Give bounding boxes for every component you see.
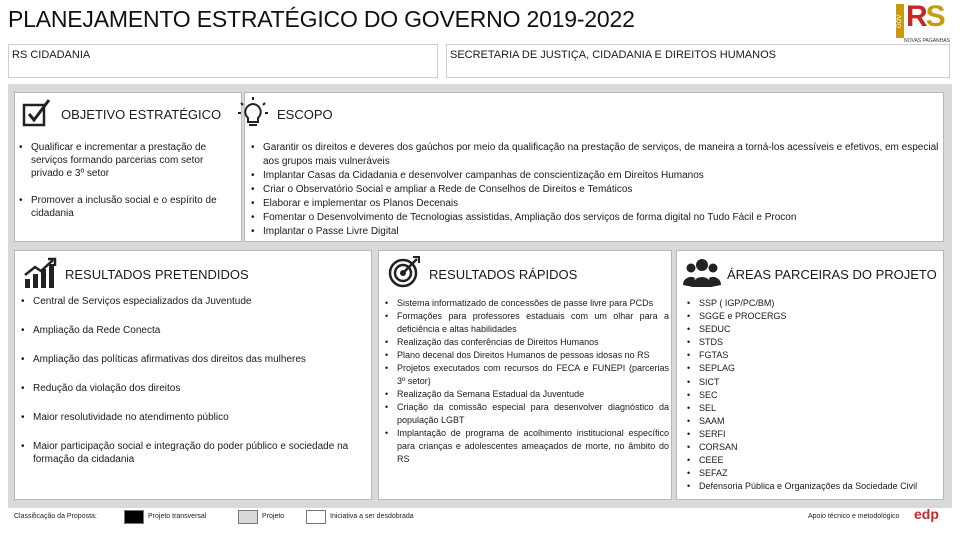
list-item: • SGGE e PROCERGS (687, 310, 942, 323)
program-bar (8, 44, 438, 78)
objective-list (19, 141, 234, 234)
list-item: • CORSAN (687, 441, 942, 454)
list-item: • Implantação de programa de acolhimento institucional específico para crianças e adolescentes ameaçados de morte, no âmbito do RS (385, 427, 669, 466)
support-label: Apoio técnico e metodológico (808, 513, 900, 520)
list-item: • Ampliação da Rede Conecta (21, 324, 367, 337)
list-item: • Elaborar e implementar os Planos Decenais (251, 197, 939, 211)
scope-header: ESCOPO (277, 107, 333, 122)
list-item: • Defensoria Pública e Organizações da Sociedade Civil (687, 480, 942, 493)
list-item: • Promover a inclusão social e o espírito de cidadania (19, 194, 234, 220)
page-title: PLANEJAMENTO ESTRATÉGICO DO GOVERNO 2019-2022 (8, 6, 635, 32)
logo-rs-text: RS (906, 0, 944, 33)
scope-box (244, 92, 944, 242)
list-item: • Formações para professores estaduais com um olhar para a deficiência e altas habilidades (385, 310, 669, 336)
list-item: • SEC (687, 389, 942, 402)
quick-results-list (385, 297, 669, 466)
list-item: • SEFAZ (687, 467, 942, 480)
legend-swatch-projeto (238, 510, 258, 524)
program-name: RS CIDADANIA (12, 49, 91, 61)
edp-logo (914, 506, 939, 522)
legend-label: Classificação da Proposta: (14, 513, 97, 520)
intended-results-list (21, 295, 367, 482)
list-item: • Qualificar e incrementar a prestação de serviços formando parcerias com setor privado e 3º setor (19, 141, 234, 180)
list-item: • Maior resolutividade no atendimento público (21, 411, 367, 424)
legend-transversal-label: Projeto transversal (148, 513, 207, 520)
list-item: • SEDUC (687, 323, 942, 336)
legend-iniciativa-label: Iniciativa a ser desdobrada (330, 513, 414, 520)
list-item: • Criar o Observatório Social e ampliar a Rede de Conselhos de Direitos e Temáticos (251, 183, 939, 197)
scope-list (251, 141, 939, 239)
quick-results-header: RESULTADOS RÁPIDOS (429, 267, 578, 282)
logo-gov-label: GOV (896, 4, 904, 38)
partner-areas-list (687, 297, 942, 493)
list-item: • SERFI (687, 428, 942, 441)
list-item: • SEPLAG (687, 362, 942, 375)
lightbulb-icon (235, 95, 271, 131)
list-item: • Plano decenal dos Direitos Humanos de pessoas idosas no RS (385, 349, 669, 362)
list-item: • FGTAS (687, 349, 942, 362)
legend-swatch-iniciativa (306, 510, 326, 524)
people-group-icon (683, 257, 721, 289)
list-item: • SAAM (687, 415, 942, 428)
list-item: • Criação da comissão especial para desenvolver diagnóstico da população LGBT (385, 401, 669, 427)
list-item: • Implantar o Passe Livre Digital (251, 225, 939, 239)
objective-header: OBJETIVO ESTRATÉGICO (61, 107, 222, 122)
target-icon (387, 255, 421, 289)
list-item: • CEEE (687, 454, 942, 467)
list-item: • Fomentar o Desenvolvimento de Tecnologias assistidas, Ampliação dos serviços de forma digital no Tudo Fácil e Procon (251, 211, 939, 225)
legend-swatch-transversal (124, 510, 144, 524)
edp-logo-text: edp (914, 506, 939, 522)
legend-projeto-label: Projeto (262, 513, 285, 520)
list-item: • Sistema informatizado de concessões de passe livre para PCDs (385, 297, 669, 310)
list-item: • Redução da violação dos direitos (21, 382, 367, 395)
list-item: • Realização das conferências de Direitos Humanos (385, 336, 669, 349)
list-item: • Central de Serviços especializados da Juventude (21, 295, 367, 308)
rs-government-logo (896, 2, 954, 46)
list-item: • Garantir os direitos e deveres dos gaúchos por meio da qualificação na prestação de serviços, de maneira a torná-los acessíveis e efetivos, em especial aos grupos mais vulneráveis (251, 141, 939, 169)
classification-legend (14, 510, 944, 526)
list-item: • SEL (687, 402, 942, 415)
list-item: • SICT (687, 376, 942, 389)
intended-results-header: RESULTADOS PRETENDIDOS (65, 267, 249, 282)
list-item: • SSP ( IGP/PC/BM) (687, 297, 942, 310)
intended-results-box (14, 250, 372, 500)
partner-areas-box (676, 250, 944, 500)
list-item: • Maior participação social e integração do poder público e sociedade na formação da cidadania (21, 440, 367, 466)
secretariat-name: SECRETARIA DE JUSTIÇA, CIDADANIA E DIREITOS HUMANOS (450, 49, 776, 61)
list-item: • Projetos executados com recursos do FECA e FUNEPI (parcerias 3º setor) (385, 362, 669, 388)
list-item: • STDS (687, 336, 942, 349)
secretariat-bar (446, 44, 950, 78)
quick-results-box (378, 250, 672, 500)
list-item: • Implantar Casas da Cidadania e desenvolver campanhas de conscientização em Direitos Humanos (251, 169, 939, 183)
partner-areas-header: ÁREAS PARCEIRAS DO PROJETO (727, 267, 937, 282)
list-item: • Ampliação das políticas afirmativas dos direitos das mulheres (21, 353, 367, 366)
logo-subtitle: NOVAS PAGANHAS (904, 38, 950, 44)
growth-chart-icon (23, 257, 57, 289)
list-item: • Realização da Semana Estadual da Juventude (385, 388, 669, 401)
objective-box (14, 92, 242, 242)
checkbox-icon (21, 97, 53, 129)
